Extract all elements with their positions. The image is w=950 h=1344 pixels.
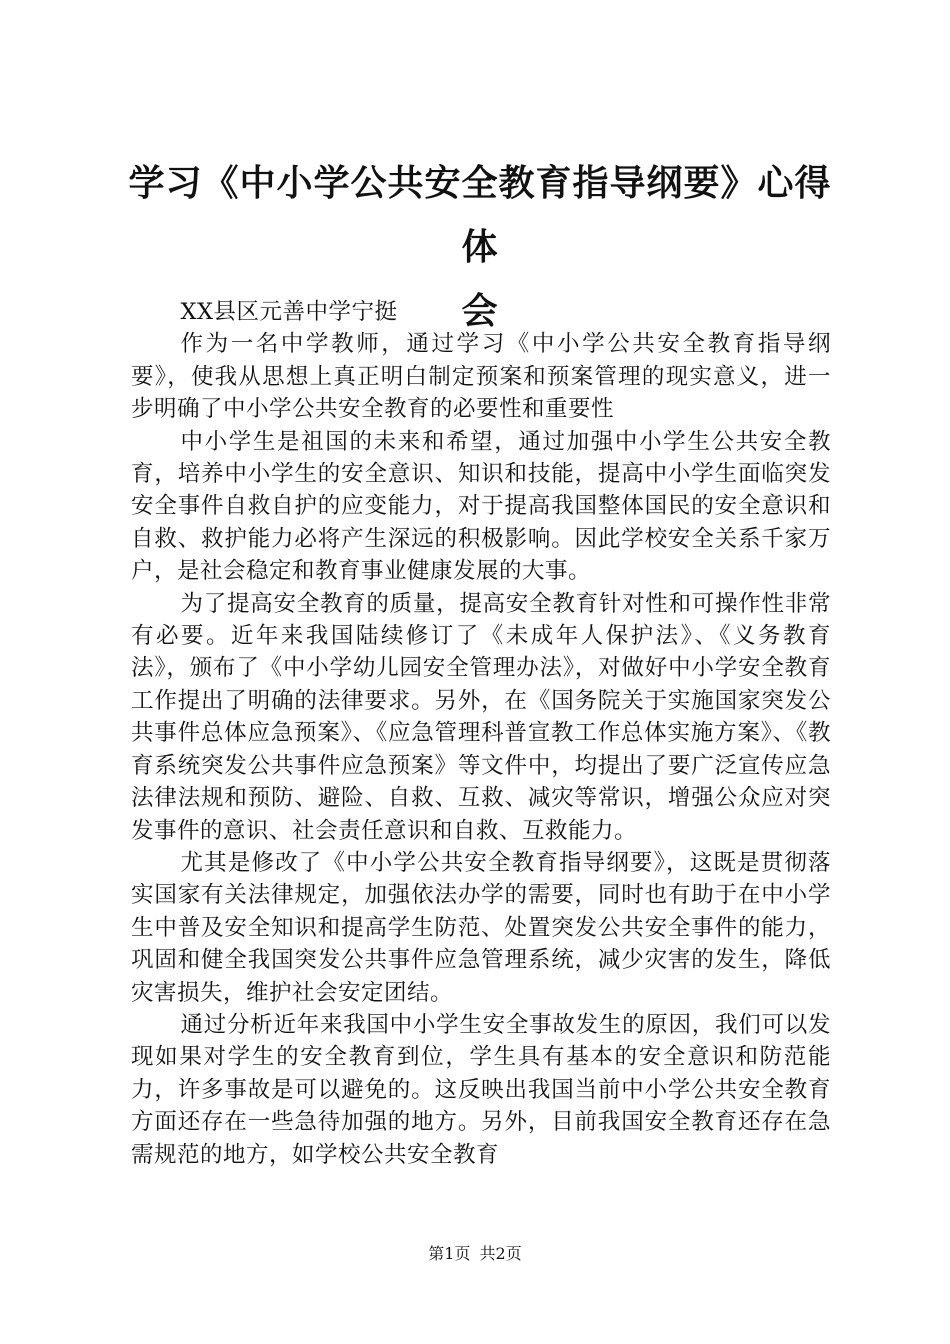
page-number-total: 共2页 — [479, 1244, 522, 1263]
paragraph: 尤其是修改了《中小学公共安全教育指导纲要》，这既是贯彻落实国家有关法律规定，加强依法办学的需要，同时也有助于在中小学生中普及安全知识和提高学生防范、处置突发公共安全事件的能力，巩固和健全我国突发公共事件应急管理系统，减少灾害的发生，降低灾害损失，维护社会安定团结。 — [131, 849, 831, 1006]
paragraph: 作为一名中学教师，通过学习《中小学公共安全教育指导纲要》，使我从思想上真正明白制定预案和预案管理的现实意义，进一步明确了中小学公共安全教育的必要性和重要性 — [131, 331, 831, 423]
title-line-2: 会 — [461, 291, 499, 332]
page-number-current: 第1页 — [428, 1244, 471, 1263]
paragraph: 中小学生是祖国的未来和希望，通过加强中小学生公共安全教育，培养中小学生的安全意识、知识和技能，提高中小学生面临突发安全事件自救自护的应变能力，对于提高我国整体国民的安全意识和自救、救护能力必将产生深远的积极影响。因此学校安全关系千家万户，是社会稳定和教育事业健康发展的大事。 — [131, 428, 831, 585]
page-footer — [0, 1244, 950, 1264]
paragraph: 为了提高安全教育的质量，提高安全教育针对性和可操作性非常有必要。近年来我国陆续修订了《未成年人保护法》、《义务教育法》，颁布了《中小学幼儿园安全管理办法》，对做好中小学安全教育工作提出了明确的法律要求。另外，在《国务院关于实施国家突发公共事件总体应急预案》、《应急管理科普宣教工作总体实施方案》、《教育系统突发公共事件应急预案》等文件中，均提出了要广泛宣传应急法律法规和预防、避险、自救、互救、减灾等常识，增强公众应对突发事件的意识、社会责任意识和自救、互救能力。 — [131, 590, 831, 844]
author-line: XX县区元善中学宁挺 — [180, 299, 398, 325]
paragraph: 通过分析近年来我国中小学生安全事故发生的原因，我们可以发现如果对学生的安全教育到位，学生具有基本的安全意识和防范能力，许多事故是可以避免的。这反映出我国当前中小学公共安全教育方面还存在一些急待加强的地方。另外，目前我国安全教育还存在急需规范的地方，如学校公共安全教育 — [131, 1011, 831, 1168]
title-line-1: 学习《中小学公共安全教育指导纲要》心得体 — [128, 163, 832, 268]
document-body — [131, 296, 831, 1171]
